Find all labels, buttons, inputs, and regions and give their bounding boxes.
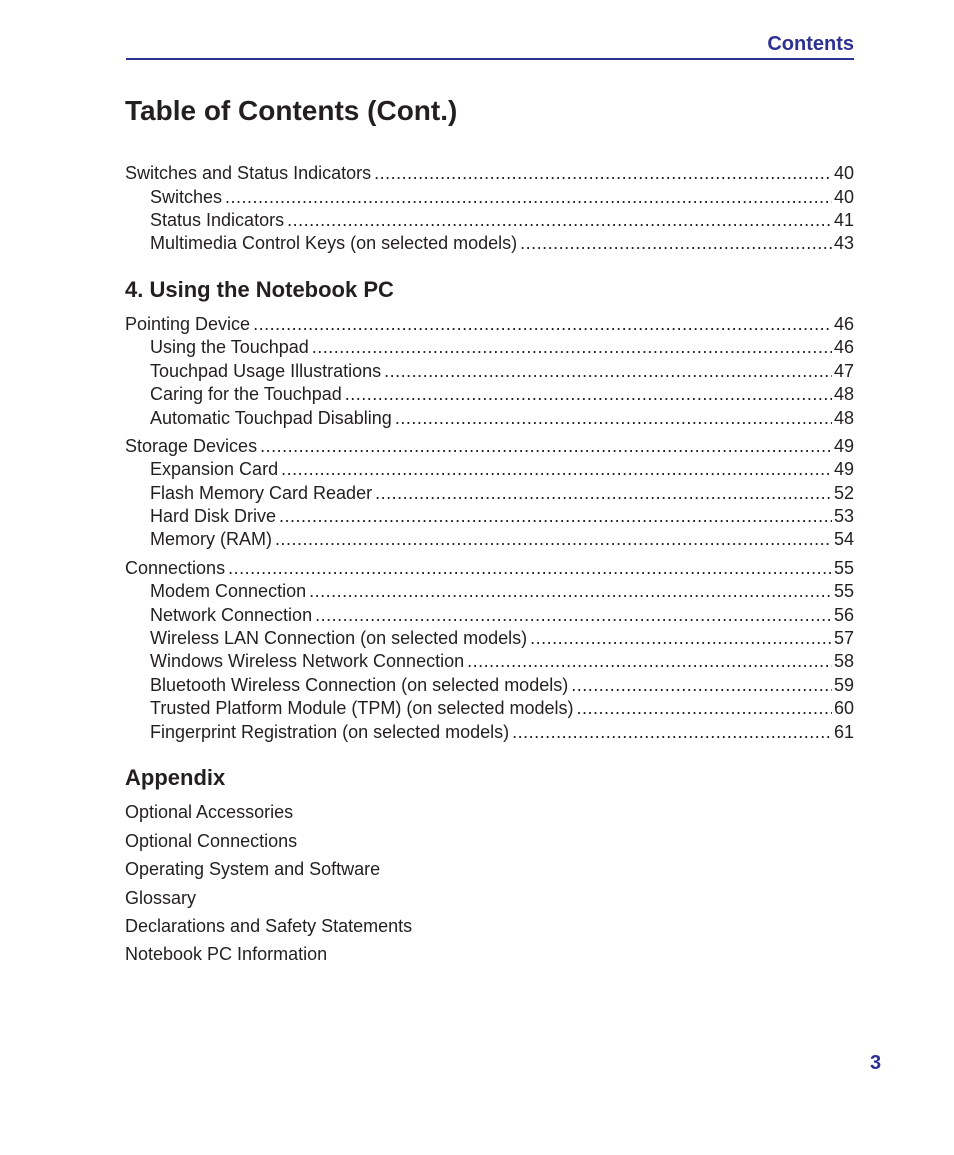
toc-page-number: 46 [833, 314, 854, 334]
toc-entry-title: Pointing Device [125, 314, 251, 334]
toc-entry[interactable] [150, 580, 854, 602]
dot-leader [520, 232, 832, 254]
toc-entry-title: Fingerprint Registration (on selected models) [150, 722, 510, 742]
toc-entry[interactable] [150, 528, 854, 550]
appendix-item[interactable]: Optional Accessories [125, 802, 294, 822]
toc-entry-title: Memory (RAM) [150, 529, 272, 549]
toc-entry[interactable] [125, 162, 854, 184]
toc-entry-title: Expansion Card [150, 459, 279, 479]
toc-entry[interactable] [150, 458, 854, 480]
dot-leader [287, 209, 832, 231]
dot-leader [576, 697, 831, 719]
appendix-item[interactable]: Operating System and Software [125, 859, 381, 879]
toc-page-number: 40 [833, 187, 854, 207]
toc-entry-title: Bluetooth Wireless Connection (on selected models) [150, 675, 569, 695]
toc-page-number: 52 [833, 483, 854, 503]
page-title: Table of Contents (Cont.) [125, 95, 458, 126]
dot-leader [253, 313, 832, 335]
toc-entry[interactable] [150, 650, 854, 672]
toc-entry[interactable] [150, 674, 854, 696]
toc-page-number: 55 [833, 558, 854, 578]
toc-page-number: 43 [833, 233, 854, 253]
page-number: 3 [870, 1052, 882, 1074]
dot-leader [571, 674, 832, 696]
toc-entry-title: Status Indicators [150, 210, 285, 230]
appendix-item[interactable]: Glossary [125, 888, 197, 908]
toc-entry-title: Hard Disk Drive [150, 506, 277, 526]
toc-entry-title: Modem Connection [150, 581, 307, 601]
dot-leader [467, 650, 832, 672]
toc-entry-title: Touchpad Usage Illustrations [150, 361, 382, 381]
toc-entry[interactable] [150, 627, 854, 649]
dot-leader [384, 360, 832, 382]
toc-entry[interactable] [150, 604, 854, 626]
toc-page-number: 49 [833, 436, 854, 456]
dot-leader [315, 604, 832, 626]
toc-entry-title: Connections [125, 558, 226, 578]
toc-entry[interactable] [150, 336, 854, 358]
dot-leader [275, 528, 832, 550]
toc-page-number: 59 [833, 675, 854, 695]
toc-entry[interactable] [150, 721, 854, 743]
dot-leader [395, 407, 832, 429]
toc-entry[interactable] [150, 186, 854, 208]
dot-leader [279, 505, 832, 527]
toc-page-number: 49 [833, 459, 854, 479]
toc-page-number: 58 [833, 651, 854, 671]
dot-leader [374, 162, 832, 184]
toc-entry[interactable] [150, 209, 854, 231]
header-label: Contents [767, 33, 854, 55]
toc-entry[interactable] [150, 697, 854, 719]
toc-page-number: 56 [833, 605, 854, 625]
toc-page-number: 40 [833, 163, 854, 183]
toc-entry-title: Switches [150, 187, 223, 207]
toc-entry[interactable] [150, 407, 854, 429]
toc-entry[interactable] [150, 482, 854, 504]
toc-entry[interactable] [150, 232, 854, 254]
toc-page-number: 48 [833, 408, 854, 428]
toc-entry-title: Caring for the Touchpad [150, 384, 342, 404]
header-rule [126, 58, 854, 60]
toc-page-number: 47 [833, 361, 854, 381]
dot-leader [312, 336, 832, 358]
toc-page-number: 46 [833, 337, 854, 357]
dot-leader [309, 580, 832, 602]
toc-entry[interactable] [125, 313, 854, 335]
toc-page-number: 60 [833, 698, 854, 718]
toc-entry[interactable] [150, 383, 854, 405]
appendix-item[interactable]: Declarations and Safety Statements [125, 916, 413, 936]
toc-entry-title: Using the Touchpad [150, 337, 309, 357]
appendix-item[interactable]: Optional Connections [125, 831, 298, 851]
toc-entry-title: Storage Devices [125, 436, 258, 456]
toc-entry-title: Network Connection [150, 605, 313, 625]
toc-entry[interactable] [150, 360, 854, 382]
toc-entry-title: Multimedia Control Keys (on selected models) [150, 233, 518, 253]
toc-page-number: 41 [833, 210, 854, 230]
toc-entry-title: Trusted Platform Module (TPM) (on selected models) [150, 698, 574, 718]
toc-page-number: 61 [833, 722, 854, 742]
toc-page-number: 55 [833, 581, 854, 601]
toc-entry-title: Wireless LAN Connection (on selected models) [150, 628, 528, 648]
dot-leader [375, 482, 832, 504]
toc-page-number: 53 [833, 506, 854, 526]
section-heading: 4. Using the Notebook PC [125, 277, 394, 302]
toc-entry[interactable] [125, 435, 854, 457]
toc-entry-title: Automatic Touchpad Disabling [150, 408, 392, 428]
toc-page-number: 48 [833, 384, 854, 404]
section-heading: Appendix [125, 765, 226, 790]
toc-entry-title: Switches and Status Indicators [125, 163, 372, 183]
dot-leader [345, 383, 832, 405]
toc-entry[interactable] [125, 557, 854, 579]
dot-leader [260, 435, 832, 457]
appendix-item[interactable]: Notebook PC Information [125, 944, 328, 964]
dot-leader [225, 186, 832, 208]
toc-entry[interactable] [150, 505, 854, 527]
dot-leader [228, 557, 832, 579]
dot-leader [281, 458, 832, 480]
dot-leader [512, 721, 832, 743]
toc-entry-title: Windows Wireless Network Connection [150, 651, 465, 671]
toc-page-number: 54 [833, 529, 854, 549]
toc-entry-title: Flash Memory Card Reader [150, 483, 373, 503]
toc-page-number: 57 [833, 628, 854, 648]
dot-leader [530, 627, 832, 649]
